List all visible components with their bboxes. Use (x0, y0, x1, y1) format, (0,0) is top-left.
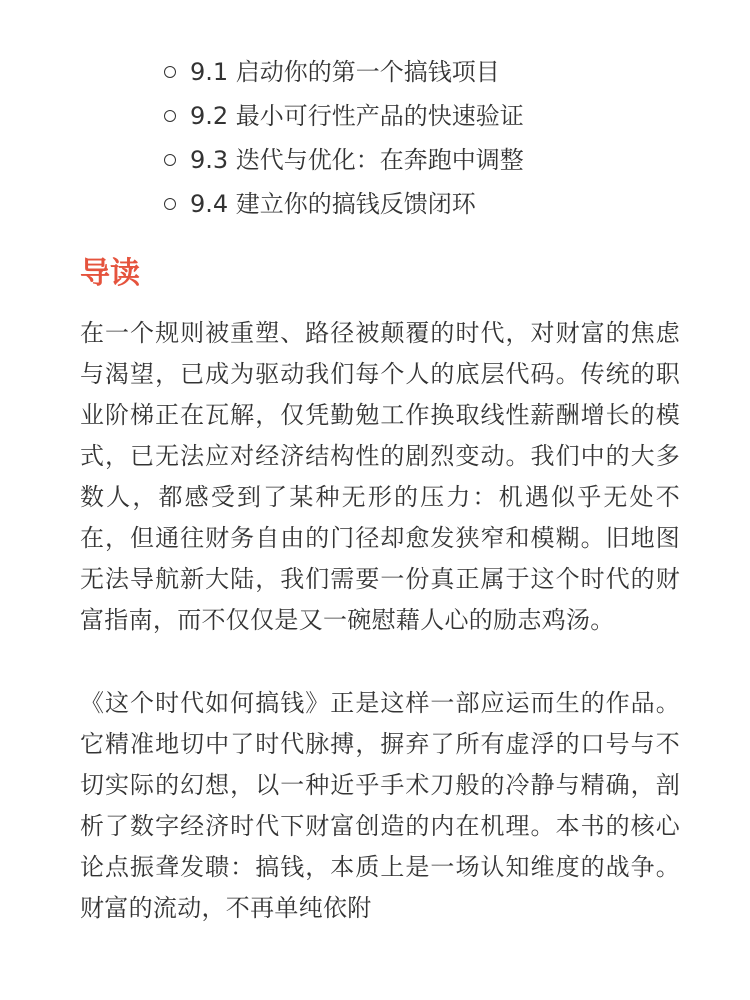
toc-item[interactable] (160, 94, 720, 138)
table-of-contents (160, 50, 720, 226)
body-paragraph: 在一个规则被重塑、路径被颠覆的时代，对财富的焦虑与渴望，已成为驱动我们每个人的底层代码。传统的职业阶梯正在瓦解，仅凭勤勉工作换取线性薪酬增长的模式，已无法应对经济结构性的剧烈变动。我们中的大多数人，都感受到了某种无形的压力：机遇似乎无处不在，但通往财务自由的门径却愈发狭窄和模糊。旧地图无法导航新大陆，我们需要一份真正属于这个时代的财富指南，而不仅仅是又一碗慰藉人心的励志鸡汤。 (80, 319, 680, 634)
toc-item-label: 9.3 迭代与优化：在奔跑中调整 (190, 146, 524, 174)
circle-bullet-icon (164, 110, 176, 122)
body-paragraph: 《这个时代如何搞钱》正是这样一部应运而生的作品。它精准地切中了时代脉搏，摒弃了所有虚浮的口号与不切实际的幻想，以一种近乎手术刀般的冷静与精确，剖析了数字经济时代下财富创造的内在机理。本书的核心论点振聋发聩：搞钱，本质上是一场认知维度的战争。财富的流动，不再单纯依附 (80, 689, 680, 922)
toc-item-label: 9.1 启动你的第一个搞钱项目 (190, 58, 500, 86)
toc-item[interactable] (160, 50, 720, 94)
circle-bullet-icon (164, 154, 176, 166)
toc-item-label: 9.4 建立你的搞钱反馈闭环 (190, 190, 476, 218)
toc-item[interactable] (160, 182, 720, 226)
circle-bullet-icon (164, 198, 176, 210)
toc-item[interactable] (160, 138, 720, 182)
toc-item-label: 9.2 最小可行性产品的快速验证 (190, 102, 524, 130)
circle-bullet-icon (164, 66, 176, 78)
section-heading: 导读 (80, 256, 140, 291)
